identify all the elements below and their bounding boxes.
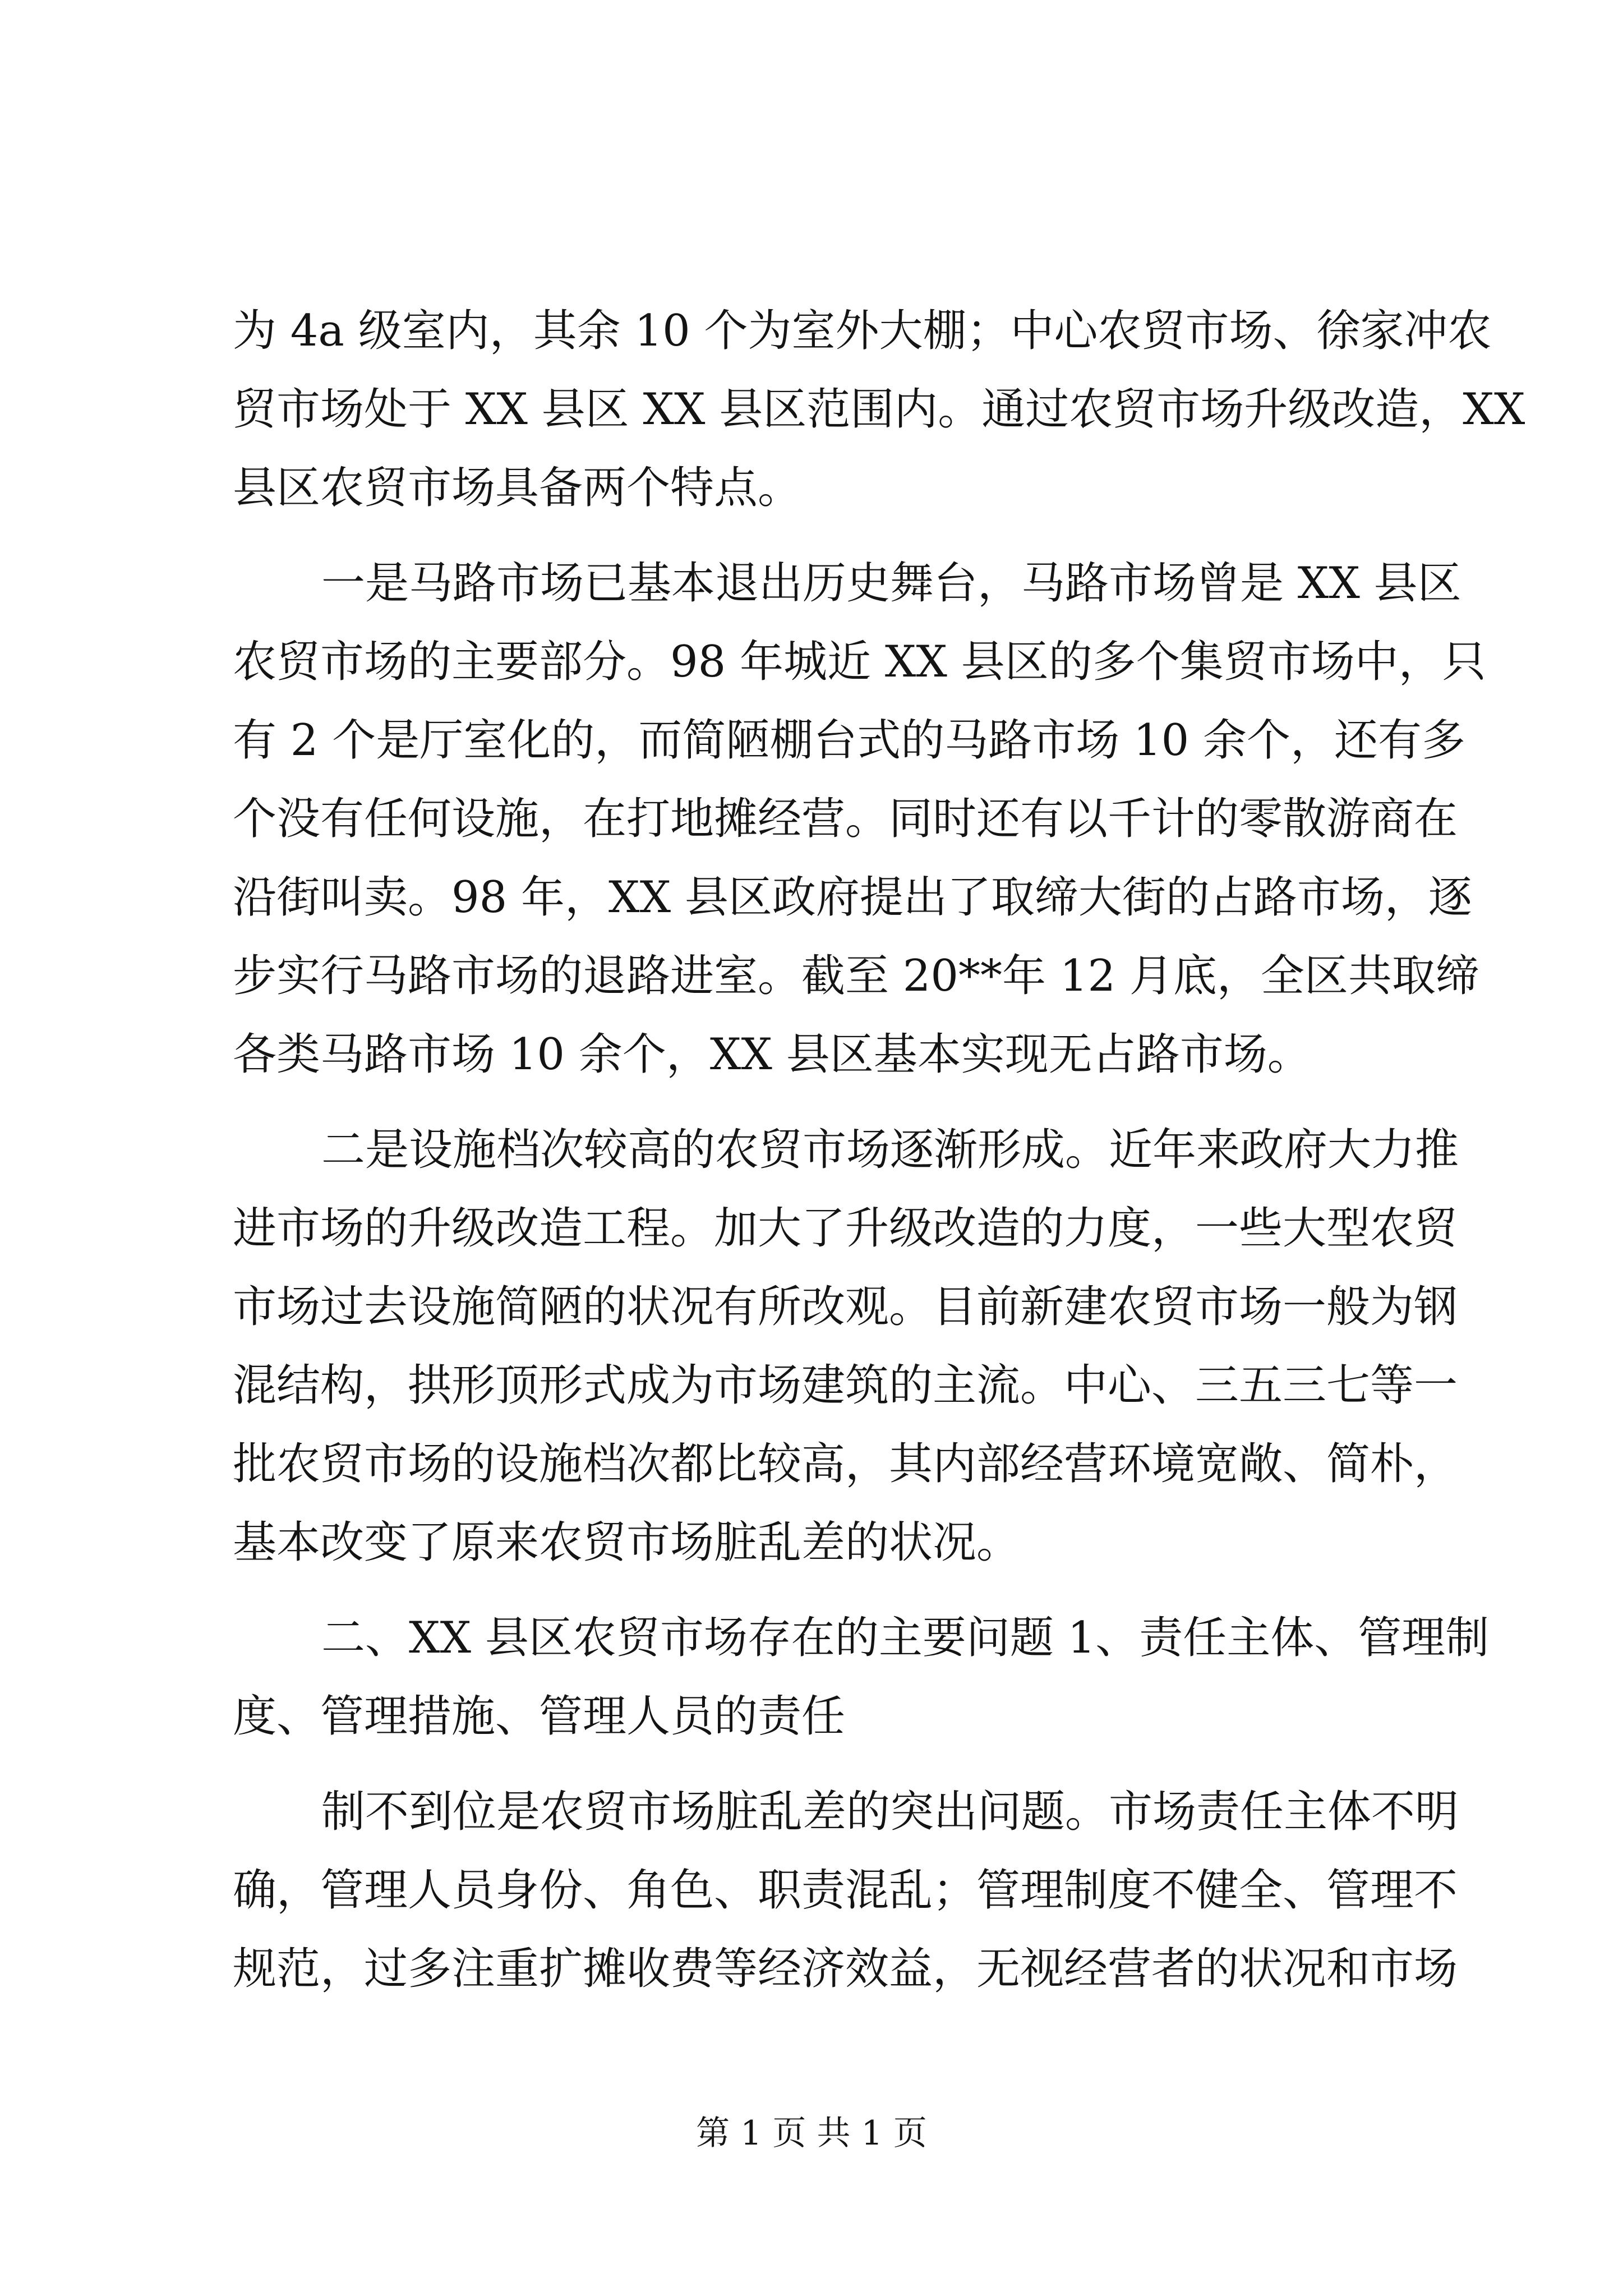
text-line: 有 2 个是厅室化的，而简陋棚台式的马路市场 10 余个，还有多: [233, 715, 1466, 766]
text-line: 各类马路市场 10 余个，XX 县区基本实现无占路市场。: [233, 1029, 1311, 1080]
text-line: 县区农贸市场具备两个特点。: [233, 463, 802, 513]
text-line: 混结构，拱形顶形式成为市场建筑的主流。中心、三五三七等一: [233, 1360, 1458, 1411]
page-footer: 第 1 页 共 1 页: [696, 2114, 927, 2153]
text-line: 二是设施档次较高的农贸市场逐渐形成。近年来政府大力推: [321, 1125, 1459, 1175]
text-line: 确，管理人员身份、角色、职责混乱；管理制度不健全、管理不: [233, 1865, 1458, 1916]
text-line: 为 4a 级室内，其余 10 个为室外大棚；中心农贸市场、徐家冲农: [233, 306, 1492, 356]
text-line: 二、XX 县区农贸市场存在的主要问题 1、责任主体、管理制: [321, 1613, 1490, 1663]
text-line: 沿街叫卖。98 年，XX 县区政府提出了取缔大街的占路市场，逐: [233, 872, 1472, 923]
text-line: 度、管理措施、管理人员的责任: [233, 1691, 846, 1742]
text-line: 基本改变了原来农贸市场脏乱差的状况。: [233, 1517, 1021, 1568]
text-line: 批农贸市场的设施档次都比较高，其内部经营环境宽敞、简朴，: [233, 1439, 1458, 1489]
text-line: 一是马路市场已基本退出历史舞台，马路市场曾是 XX 县区: [321, 558, 1461, 609]
text-line: 规范，过多注重扩摊收费等经济效益，无视经营者的状况和市场: [233, 1944, 1458, 1994]
text-line: 个没有任何设施，在打地摊经营。同时还有以千计的零散游商在: [233, 794, 1458, 844]
text-line: 市场过去设施简陋的状况有所改观。目前新建农贸市场一般为钢: [233, 1282, 1458, 1332]
text-line: 制不到位是农贸市场脏乱差的突出问题。市场责任主体不明: [321, 1787, 1459, 1837]
text-line: 步实行马路市场的退路进室。截至 20**年 12 月底，全区共取缔: [233, 951, 1479, 1001]
text-line: 贸市场处于 XX 县区 XX 县区范围内。通过农贸市场升级改造，XX: [233, 384, 1525, 435]
text-line: 农贸市场的主要部分。98 年城近 XX 县区的多个集贸市场中，只: [233, 637, 1486, 687]
text-line: 进市场的升级改造工程。加大了升级改造的力度，一些大型农贸: [233, 1203, 1458, 1254]
